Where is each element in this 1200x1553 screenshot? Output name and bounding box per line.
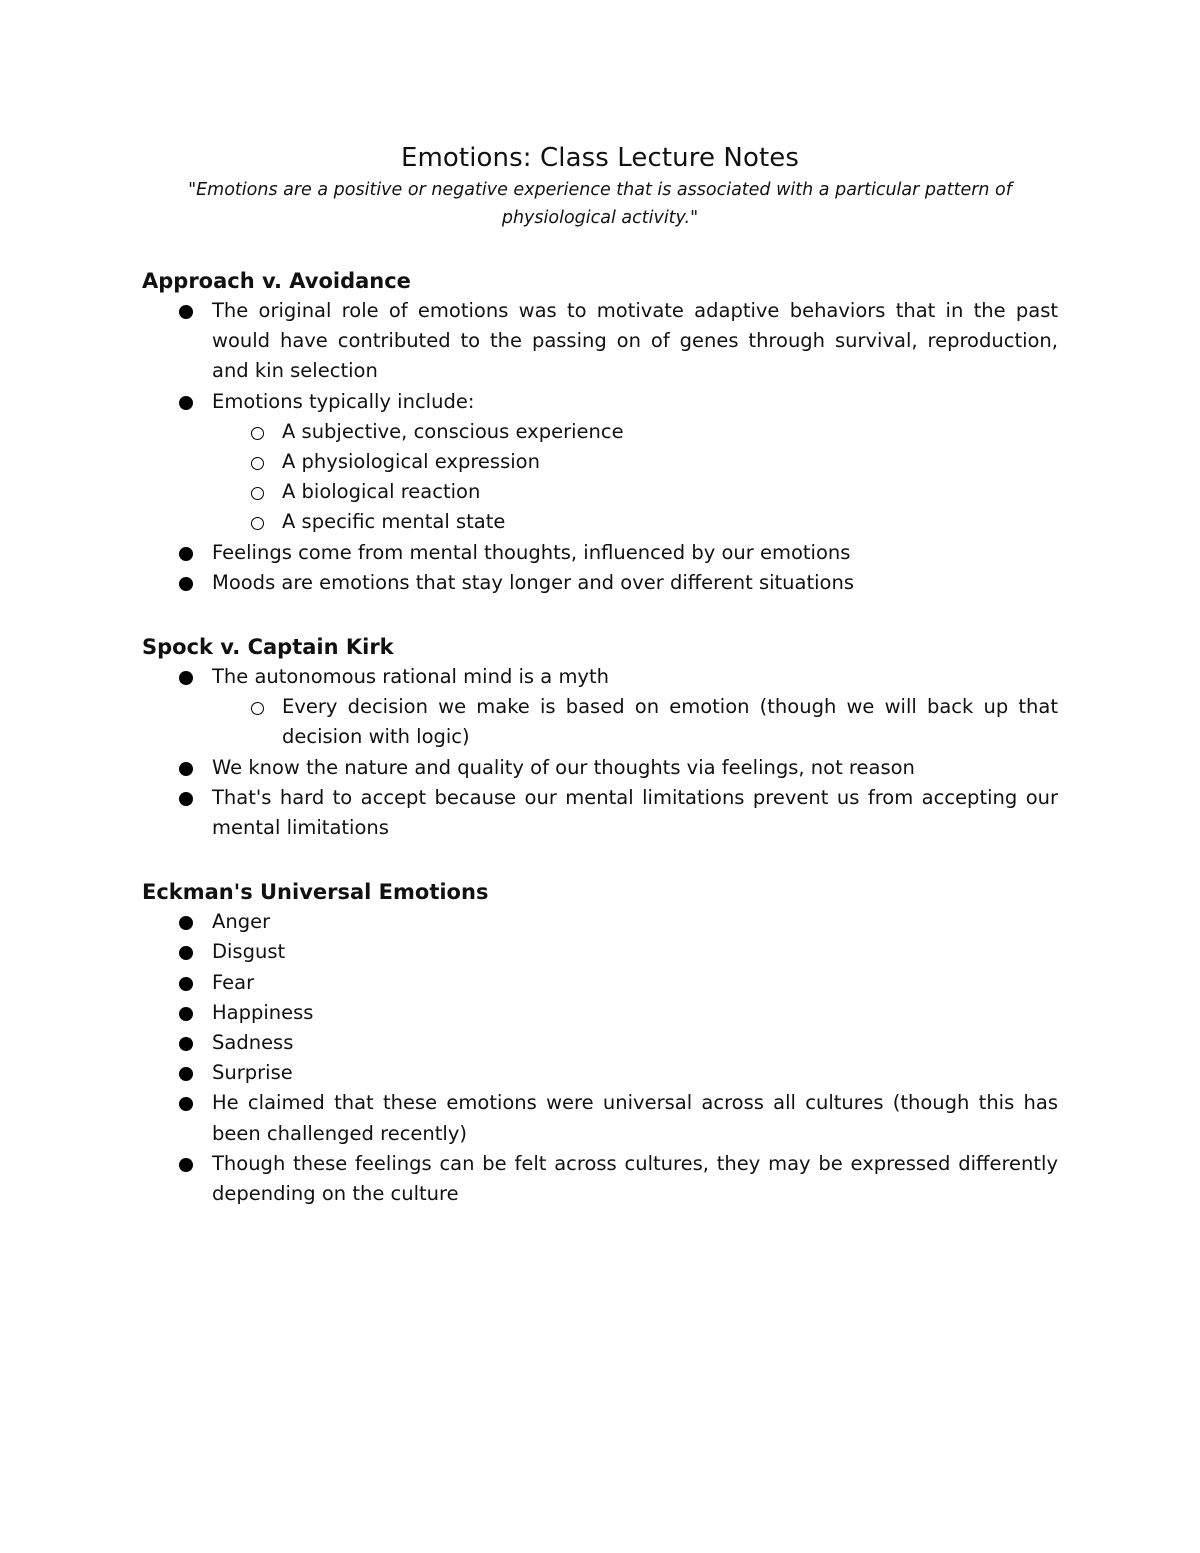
list-item-text: Anger xyxy=(212,910,271,934)
list-item-text: Sadness xyxy=(212,1031,294,1055)
list-item xyxy=(142,538,1058,568)
sub-list-item xyxy=(212,477,1058,507)
sub-list-item-text: A specific mental state xyxy=(282,510,506,534)
list-item-text: Moods are emotions that stay longer and over different situations xyxy=(212,570,855,594)
list-item xyxy=(142,1028,1058,1058)
bullet-list xyxy=(142,662,1058,692)
sub-list-item xyxy=(212,447,1058,477)
list-item-text: Disgust xyxy=(212,940,286,964)
filled-bullet-icon xyxy=(179,916,193,930)
list-item-text: The autonomous rational mind is a myth xyxy=(212,665,609,689)
list-item xyxy=(142,753,1058,783)
sub-list-item-text: A physiological expression xyxy=(282,450,540,474)
filled-bullet-icon xyxy=(179,577,193,591)
sub-bullet-list xyxy=(142,692,1058,752)
list-item xyxy=(142,296,1058,387)
hollow-bullet-icon xyxy=(251,457,264,470)
list-item-text: The original role of emotions was to motivate adaptive behaviors that in the past would have contributed to the passing on of genes through survival, reproduction, and kin selection xyxy=(212,299,1058,383)
filled-bullet-icon xyxy=(179,305,193,319)
filled-bullet-icon xyxy=(179,1097,193,1111)
filled-bullet-icon xyxy=(179,792,193,806)
sub-list-item-text: A biological reaction xyxy=(282,480,481,504)
section-heading: Spock v. Captain Kirk xyxy=(142,635,394,660)
section-heading: Eckman's Universal Emotions xyxy=(142,880,489,905)
section-spock-kirk xyxy=(142,632,1058,843)
list-item xyxy=(142,1149,1058,1209)
list-item xyxy=(142,968,1058,998)
document-page xyxy=(142,140,1058,1209)
list-item-text: Fear xyxy=(212,970,255,994)
sub-list-item xyxy=(212,507,1058,537)
filled-bullet-icon xyxy=(179,1067,193,1081)
list-item-text: Feelings come from mental thoughts, influenced by our emotions xyxy=(212,540,851,564)
hollow-bullet-icon xyxy=(251,702,264,715)
sub-bullet-list xyxy=(142,417,1058,538)
sub-list-item xyxy=(212,417,1058,447)
filled-bullet-icon xyxy=(179,671,193,685)
list-item xyxy=(142,1088,1058,1148)
document-subtitle-quote: "Emotions are a positive or negative experience that is associated with a particular pattern of physiological activity." xyxy=(188,180,1012,228)
section-approach-avoidance xyxy=(142,266,1058,598)
filled-bullet-icon xyxy=(179,1037,193,1051)
list-item-text: We know the nature and quality of our thoughts via feelings, not reason xyxy=(212,755,915,779)
section-eckman-universal-emotions xyxy=(142,877,1058,1209)
list-item xyxy=(142,907,1058,937)
list-item xyxy=(142,783,1058,843)
bullet-list xyxy=(142,538,1058,598)
list-item xyxy=(142,1058,1058,1088)
list-item xyxy=(142,568,1058,598)
filled-bullet-icon xyxy=(179,946,193,960)
list-item-text: Happiness xyxy=(212,1000,314,1024)
bullet-list xyxy=(142,296,1058,417)
sub-list-item xyxy=(212,692,1058,752)
document-title: Emotions: Class Lecture Notes xyxy=(400,143,800,173)
sub-list-item-text: Every decision we make is based on emotion (though we will back up that decision with logic) xyxy=(282,695,1058,749)
list-item xyxy=(142,387,1058,417)
filled-bullet-icon xyxy=(179,977,193,991)
list-item-text: He claimed that these emotions were universal across all cultures (though this has been challenged recently) xyxy=(212,1091,1058,1145)
list-item xyxy=(142,937,1058,967)
bullet-list xyxy=(142,753,1058,844)
filled-bullet-icon xyxy=(179,1158,193,1172)
list-item-text: That's hard to accept because our mental limitations prevent us from accepting our mental limitations xyxy=(212,785,1058,840)
filled-bullet-icon xyxy=(179,396,193,410)
list-item-text: Surprise xyxy=(212,1061,293,1085)
list-item xyxy=(142,662,1058,692)
list-item xyxy=(142,998,1058,1028)
filled-bullet-icon xyxy=(179,547,193,561)
filled-bullet-icon xyxy=(179,1007,193,1021)
hollow-bullet-icon xyxy=(251,427,264,440)
sub-list-item-text: A subjective, conscious experience xyxy=(282,419,624,443)
hollow-bullet-icon xyxy=(251,517,264,530)
hollow-bullet-icon xyxy=(251,487,264,500)
section-heading: Approach v. Avoidance xyxy=(142,269,411,293)
list-item-text: Though these feelings can be felt across cultures, they may be expressed differently depending on the culture xyxy=(212,1151,1058,1206)
filled-bullet-icon xyxy=(179,762,193,776)
list-item-text: Emotions typically include: xyxy=(212,389,475,413)
bullet-list xyxy=(142,907,1058,1209)
